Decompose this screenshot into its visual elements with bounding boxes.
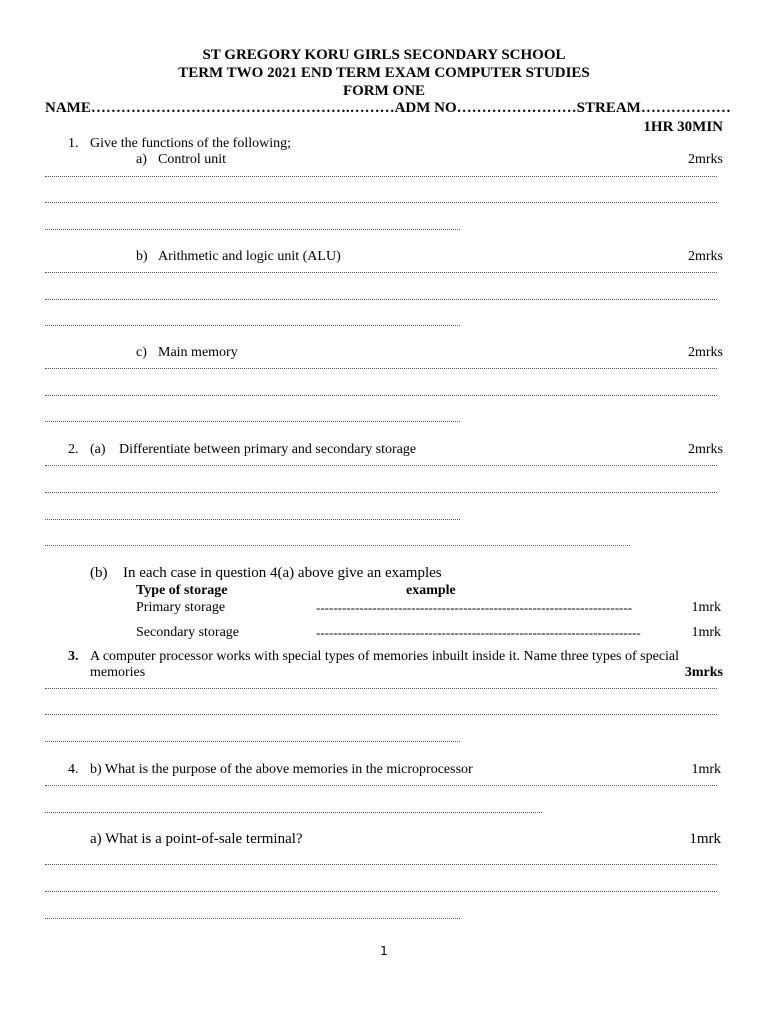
answer-line bbox=[45, 741, 460, 742]
answer-line bbox=[45, 176, 717, 177]
form-level: FORM ONE bbox=[342, 83, 426, 99]
q4a-text: a) What is a point-of-sale terminal? bbox=[90, 831, 303, 847]
q1-text: Give the functions of the following; bbox=[90, 136, 292, 151]
answer-line bbox=[45, 325, 460, 326]
example-answer-line: --------------------------------------------------------------------------- bbox=[316, 625, 641, 640]
example-answer-line: ------------------------------------------------------------------------- bbox=[316, 600, 633, 615]
table-header-example: example bbox=[406, 583, 456, 598]
answer-line bbox=[45, 421, 460, 422]
answer-line bbox=[45, 785, 717, 786]
answer-line bbox=[45, 229, 460, 230]
answer-line bbox=[45, 202, 717, 203]
q4b-text: b) What is the purpose of the above memories in the microprocessor bbox=[90, 762, 473, 777]
q3-text-line1: A computer processor works with special types of memories inbuilt inside it. Name three types of special bbox=[90, 649, 680, 664]
table-header-type: Type of storage bbox=[136, 583, 228, 598]
answer-line bbox=[45, 395, 717, 396]
q1a-marks: 2mrks bbox=[688, 152, 723, 167]
q2b-letter: (b) bbox=[90, 565, 108, 581]
storage-type-primary: Primary storage bbox=[136, 600, 226, 615]
answer-line bbox=[45, 812, 542, 813]
storage-type-secondary: Secondary storage bbox=[136, 625, 240, 640]
exam-duration: 1HR 30MIN bbox=[643, 119, 723, 135]
q3-text-line2: memories bbox=[90, 665, 146, 680]
answer-line bbox=[45, 918, 460, 919]
answer-line bbox=[45, 688, 717, 689]
primary-example-marks: 1mrk bbox=[691, 600, 721, 615]
q2b-text: In each case in question 4(a) above give an examples bbox=[123, 565, 442, 581]
q3-number: 3. bbox=[68, 649, 79, 664]
q2-number: 2. bbox=[68, 442, 79, 457]
answer-line bbox=[45, 272, 717, 273]
q2a-text: Differentiate between primary and secondary storage bbox=[119, 442, 417, 457]
q4-number: 4. bbox=[68, 762, 79, 777]
exam-title: TERM TWO 2021 END TERM EXAM COMPUTER STUDIES bbox=[178, 65, 590, 81]
answer-line bbox=[45, 492, 717, 493]
q1c-text: Main memory bbox=[158, 345, 238, 360]
q2a-letter: (a) bbox=[90, 442, 106, 457]
answer-line bbox=[45, 299, 717, 300]
answer-line bbox=[45, 368, 717, 369]
student-details-line: NAME…………………………………………….………ADM NO……………………STREAM……………… bbox=[45, 100, 731, 116]
q1b-text: Arithmetic and logic unit (ALU) bbox=[158, 249, 341, 264]
answer-line bbox=[45, 714, 717, 715]
answer-line bbox=[45, 891, 717, 892]
q1b-marks: 2mrks bbox=[688, 249, 723, 264]
school-name: ST GREGORY KORU GIRLS SECONDARY SCHOOL bbox=[202, 47, 566, 63]
q4a-marks: 1mrk bbox=[689, 831, 721, 847]
answer-line bbox=[45, 545, 630, 546]
q1a-letter: a) bbox=[136, 152, 147, 167]
answer-line bbox=[45, 465, 717, 466]
q2a-marks: 2mrks bbox=[688, 442, 723, 457]
q1b-letter: b) bbox=[136, 249, 148, 264]
q1c-letter: c) bbox=[136, 345, 147, 360]
q1a-text: Control unit bbox=[158, 152, 227, 167]
q3-marks: 3mrks bbox=[684, 665, 723, 680]
answer-line bbox=[45, 519, 460, 520]
q1-number: 1. bbox=[68, 136, 79, 151]
page-number: 1 bbox=[380, 944, 388, 958]
q4b-marks: 1mrk bbox=[691, 762, 721, 777]
answer-line bbox=[45, 864, 717, 865]
secondary-example-marks: 1mrk bbox=[691, 625, 721, 640]
q1c-marks: 2mrks bbox=[688, 345, 723, 360]
